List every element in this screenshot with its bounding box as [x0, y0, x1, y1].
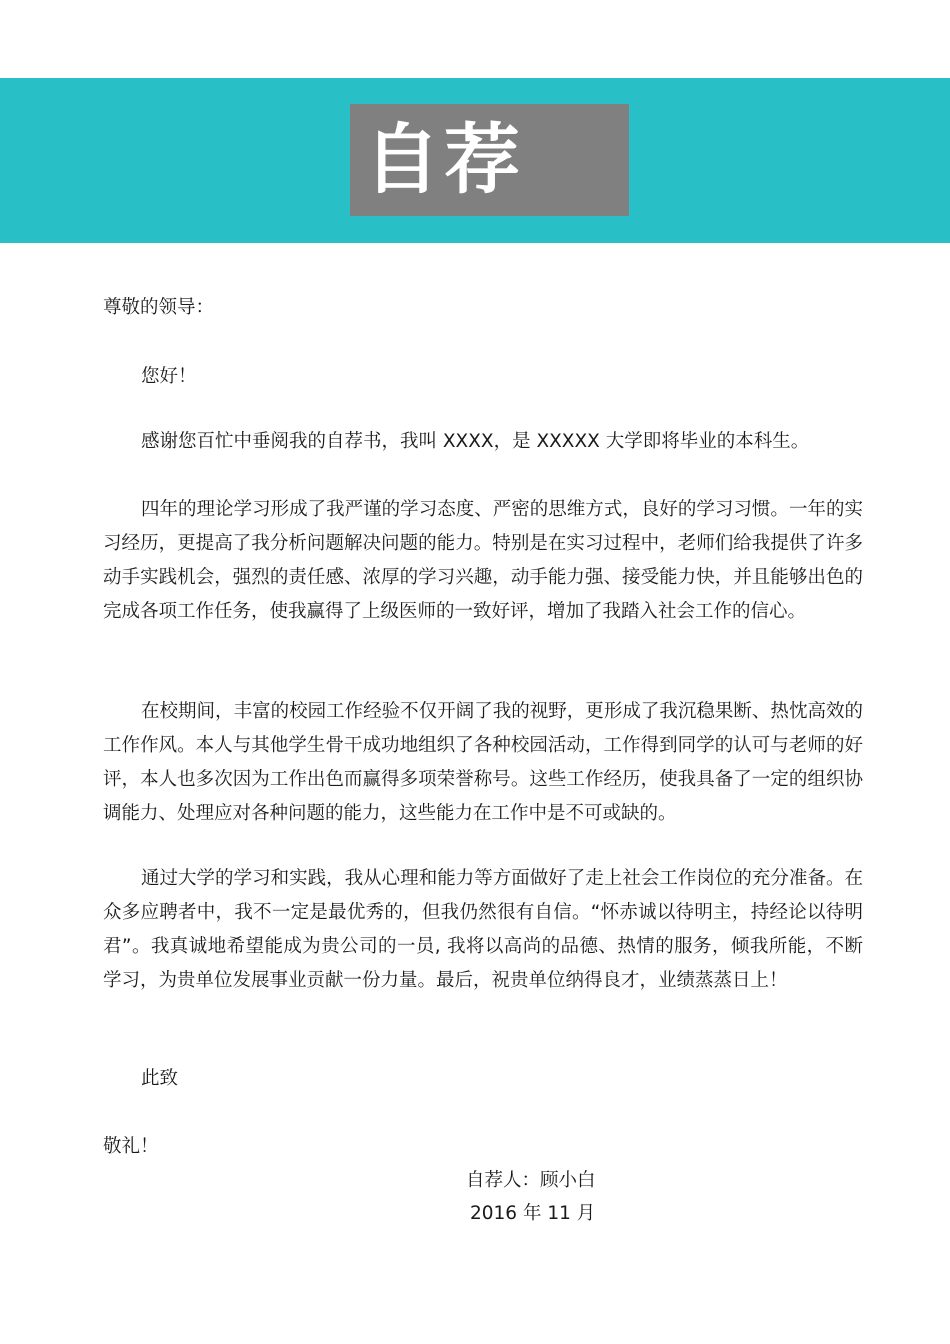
paragraph-study: 四年的理论学习形成了我严谨的学习态度、严密的思维方式，良好的学习习惯。一年的实习经历，更提高了我分析问题解决问题的能力。特别是在实习过程中，老师们给我提供了许多动手实践机会，强烈的责任感、浓厚的学习兴趣，动手能力强、接受能力快，并且能够出色的完成各项工作任务，使我赢得了上级医师的一致好评，增加了我踏入社会工作的信心。 — [103, 499, 863, 622]
closing-phrase: 此致 — [141, 1068, 179, 1089]
signature: 自荐人：顾小白 — [466, 1170, 596, 1191]
page-title: 自荐 — [350, 104, 629, 216]
salutation: 尊敬的领导： — [103, 297, 215, 318]
paragraph-intro: 感谢您百忙中垂阅我的自荐书，我叫 XXXX，是 XXXXX 大学即将毕业的本科生。 — [141, 431, 810, 452]
date: 2016 年 11 月 — [470, 1203, 596, 1224]
paragraph-closing: 通过大学的学习和实践，我从心理和能力等方面做好了走上社会工作岗位的充分准备。在众多应聘者中，我不一定是最优秀的，但我仍然很有自信。“怀赤诚以待明主，持经论以待明君”。我真诚地希望能成为贵公司的一员, 我将以高尚的品德、热情的服务，倾我所能，不断学习，为贵单位发展事业贡献一份力量。最后，祝贵单位纳得良才，业绩蒸蒸日上！ — [103, 868, 863, 991]
regards: 敬礼！ — [103, 1136, 159, 1157]
greeting: 您好！ — [141, 366, 197, 387]
paragraph-campus: 在校期间，丰富的校园工作经验不仅开阔了我的视野，更形成了我沉稳果断、热忱高效的工作作风。本人与其他学生骨干成功地组织了各种校园活动，工作得到同学的认可与老师的好评，本人也多次因为工作出色而赢得多项荣誉称号。这些工作经历，使我具备了一定的组织协调能力、处理应对各种问题的能力，这些能力在工作中是不可或缺的。 — [103, 701, 863, 824]
